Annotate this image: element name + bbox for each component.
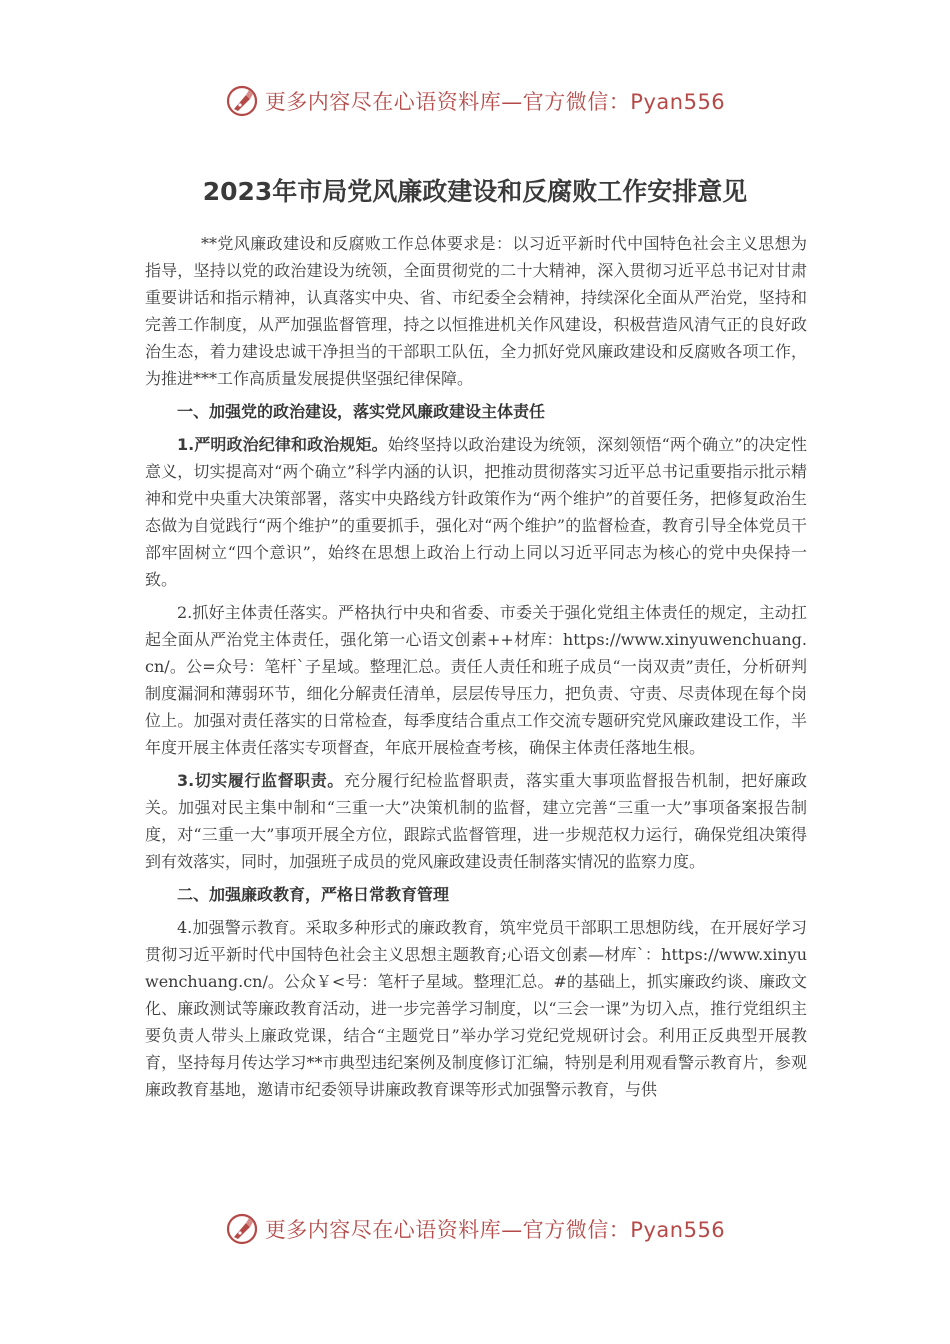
intro-paragraph: **党风廉政建设和反腐败工作总体要求是：以习近平新时代中国特色社会主义思想为指导，坚持以党的政治建设为统领，全面贯彻党的二十大精神，深入贯彻习近平总书记对甘肃重要讲话和指示精神，认真落实中央、省、市纪委全会精神，持续深化全面从严治党，坚持和完善工作制度，从严加强监督管理，持之以恒推进机关作风建设，积极营造风清气正的良好政治生态，着力建设忠诚干净担当的干部职工队伍，全力抓好党风廉政建设和反腐败各项工作，为推进***工作高质量发展提供坚强纪律保障。 [145, 234, 807, 388]
section-heading-2: 二、加强廉政教育，严格日常教育管理 [177, 885, 450, 904]
item-body-1: 始终坚持以政治建设为统领，深刻领悟“两个确立”的决定性意义，切实提高对“两个确立”科学内涵的认识，把推动贯彻落实习近平总书记重要指示批示精神和党中央重大决策部署，落实中央路线方针政策作为“两个维护”的首要任务，把修复政治生态做为自觉践行“两个维护”的重要抓手，强化对“两个维护”的监督检查，教育引导全体党员干部牢固树立“四个意识”，始终在思想上政治上行动上同以习近平同志为核心的党中央保持一致。 [145, 435, 807, 589]
item-paragraph-4: 4.加强警示教育。采取多种形式的廉政教育，筑牢党员干部职工思想防线，在开展好学习贯彻习近平新时代中国特色社会主义思想主题教育;心语文创素—材库`：https://www.xinyuwenchuang.cn/。公众￥<号：笔杆子星域。整理汇总。#的基础上，抓实廉政约谈、廉政文化、廉政测试等廉政教育活动，进一步完善学习制度，以“三会一课”为切入点，推行党组织主要负责人带头上廉政党课，结合“主题党日”举办学习党纪党规研讨会。利用正反典型开展教育，坚持每月传达学习**市典型违纪案例及制度修订汇编，特别是利用观看警示教育片，参观廉政教育基地，邀请市纪委领导讲廉政教育课等形式加强警示教育，与供 [145, 918, 807, 1099]
header-banner [0, 78, 950, 124]
item-lead-1: 1.严明政治纪律和政治规矩。 [177, 435, 388, 454]
page-title: 2023年市局党风廉政建设和反腐败工作安排意见 [202, 177, 748, 206]
section-heading-1: 一、加强党的政治建设，落实党风廉政建设主体责任 [177, 402, 546, 421]
item-paragraph-2: 2.抓好主体责任落实。严格执行中央和省委、市委关于强化党组主体责任的规定，主动扛起全面从严治党主体责任，强化第一心语文创素++材库：https://www.xinyuwenchuang.cn/。公=众号：笔杆`子星域。整理汇总。责任人责任和班子成员“一岗双责”责任，分析研判制度漏洞和薄弱环节，细化分解责任清单，层层传导压力，把负责、守责、尽责体现在每个岗位上。加强对责任落实的日常检查，每季度结合重点工作交流专题研究党风廉政建设工作，半年度开展主体责任落实专项督查，年底开展检查考核，确保主体责任落地生根。 [145, 603, 807, 757]
document-body [145, 230, 807, 1109]
footer-banner [0, 1206, 950, 1252]
pen-nib-circle-icon [225, 84, 259, 118]
item-paragraph-1 [145, 431, 807, 593]
banner-text: 更多内容尽在心语资料库—官方微信：Pyan556 [264, 90, 726, 114]
item-paragraph-3 [145, 767, 807, 875]
item-lead-3: 3.切实履行监督职责。 [177, 771, 344, 790]
pen-nib-circle-icon [225, 1212, 259, 1246]
item-body-3: 充分履行纪检监督职责，落实重大事项监督报告机制，把好廉政关。加强对民主集中制和“三重一大”决策机制的监督，建立完善“三重一大”事项备案报告制度，对“三重一大”事项开展全方位，跟踪式监督管理，进一步规范权力运行，确保党组决策得到有效落实，同时，加强班子成员的党风廉政建设责任制落实情况的监察力度。 [145, 771, 807, 871]
banner-text: 更多内容尽在心语资料库—官方微信：Pyan556 [264, 1218, 726, 1242]
